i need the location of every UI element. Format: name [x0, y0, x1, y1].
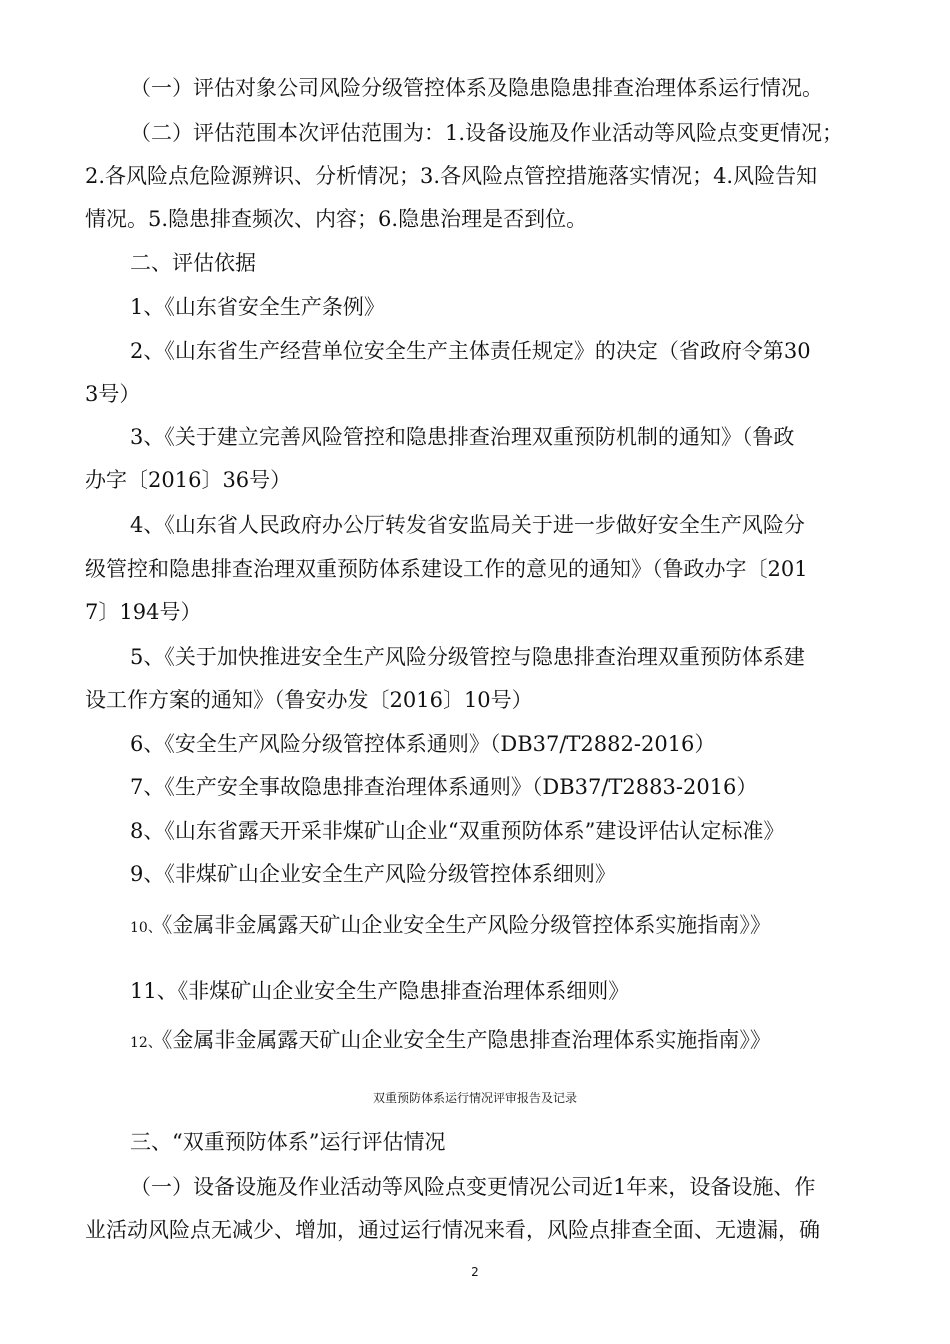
basis-item-3: 3、《关于建立完善风险管控和隐患排查治理双重预防机制的通知》（鲁政	[130, 425, 795, 449]
item-text: 《金属非金属露天矿山企业安全生产风险分级管控体系实施指南》》	[161, 913, 771, 937]
paragraph-evaluation-scope-cont: 2.各风险点危险源辨识、分析情况；3.各风险点管控措施落实情况；4.风险告知	[85, 164, 818, 188]
basis-item-6: 6、《安全生产风险分级管控体系通则》（DB37/T2882-2016）	[130, 732, 716, 756]
section-heading-basis: 二、评估依据	[130, 251, 256, 275]
basis-item-5-cont: 设工作方案的通知》（鲁安办发〔2016〕10号）	[85, 688, 533, 712]
basis-item-4-cont: 7〕194号）	[85, 600, 202, 624]
item-text: 《金属非金属露天矿山企业安全生产隐患排查治理体系实施指南》》	[161, 1028, 771, 1052]
page-number: 2	[471, 1265, 479, 1279]
page-footer: 双重预防体系运行情况评审报告及记录	[372, 1091, 577, 1105]
item-number: 12、	[130, 1035, 162, 1051]
item-number: 10、	[130, 920, 162, 936]
section-heading-assessment: 三、“双重预防体系”运行评估情况	[130, 1130, 446, 1154]
basis-item-5: 5、《关于加快推进安全生产风险分级管控与隐患排查治理双重预防体系建	[130, 645, 805, 669]
basis-item-9: 9、《非煤矿山企业安全生产风险分级管控体系细则》	[130, 862, 616, 886]
paragraph-evaluation-scope: （二）评估范围本次评估范围为：1.设备设施及作业活动等风险点变更情况；	[130, 121, 844, 145]
basis-item-2: 2、《山东省生产经营单位安全生产主体责任规定》的决定（省政府令第30	[130, 339, 811, 363]
paragraph-evaluation-scope-cont: 情况。5.隐患排查频次、内容；6.隐患治理是否到位。	[85, 207, 588, 231]
basis-item-7: 7、《生产安全事故隐患排查治理体系通则》（DB37/T2883-2016）	[130, 775, 758, 799]
basis-item-4-cont: 级管控和隐患排查治理双重预防体系建设工作的意见的通知》（鲁政办字〔201	[85, 557, 808, 581]
basis-item-1: 1、《山东省安全生产条例》	[130, 295, 385, 319]
paragraph-risk-point-change-cont: 业活动风险点无减少、增加，通过运行情况来看，风险点排查全面、无遗漏，确	[85, 1218, 820, 1242]
paragraph-evaluation-object: （一）评估对象公司风险分级管控体系及隐患隐患排查治理体系运行情况。	[130, 76, 823, 100]
basis-item-10	[130, 913, 771, 940]
paragraph-risk-point-change: （一）设备设施及作业活动等风险点变更情况公司近1年来，设备设施、作	[130, 1175, 816, 1199]
basis-item-12	[130, 1028, 771, 1055]
basis-item-3-cont: 办字〔2016〕36号）	[85, 468, 292, 492]
basis-item-2-cont: 3号）	[85, 382, 141, 406]
basis-item-4: 4、《山东省人民政府办公厅转发省安监局关于进一步做好安全生产风险分	[130, 513, 805, 537]
basis-item-8: 8、《山东省露天开采非煤矿山企业“双重预防体系”建设评估认定标准》	[130, 819, 785, 843]
basis-item-11: 11、《非煤矿山企业安全生产隐患排查治理体系细则》	[130, 979, 630, 1003]
